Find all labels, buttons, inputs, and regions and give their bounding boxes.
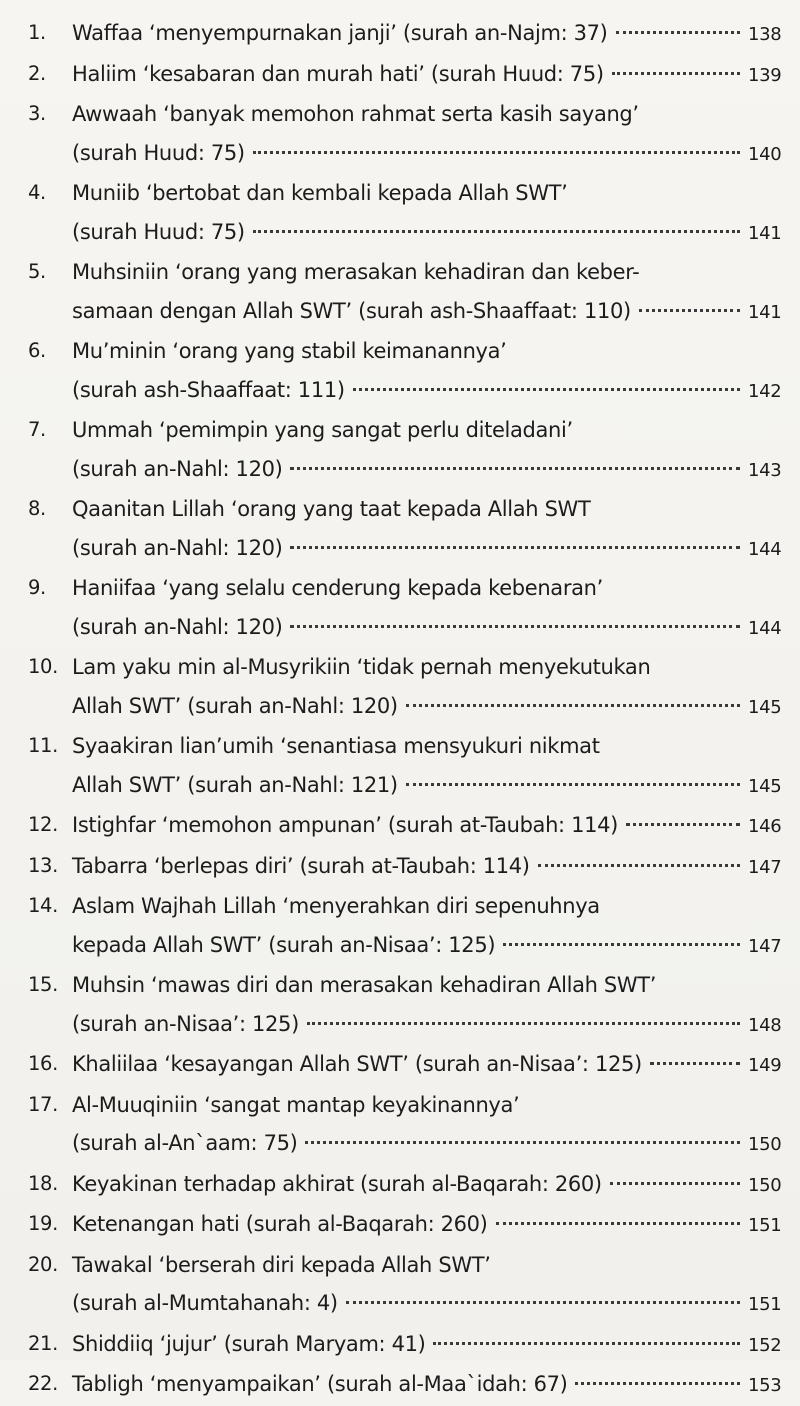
entry-title: Lam yaku min al-Musyrikiin ‘tidak pernah menyekutukan [72,655,651,679]
entry-line [72,529,782,570]
entry-number: 2. [28,61,46,85]
entry-line [72,569,778,608]
entry-number: 12. [28,813,58,836]
entry-title: Keyakinan terhadap akhirat (surah al-Baqarah: 260) [72,1171,602,1196]
toc-entry [28,1086,782,1165]
toc-entry [28,887,782,966]
page-number: 143 [748,459,782,481]
page-number: 139 [748,64,782,86]
entry-number: 21. [28,1331,58,1355]
entry-line [72,1124,782,1165]
entry-line [72,1086,778,1125]
entry-number: 1. [28,21,46,44]
toc-entry [28,174,782,253]
entry-number: 15. [28,973,58,996]
toc-entry [28,95,782,174]
dot-leader [290,625,740,628]
entry-number: 5. [28,260,46,283]
page-number: 152 [748,1334,782,1356]
dot-leader [616,31,741,34]
entry-title: Muhsin ‘mawas diri dan merasakan kehadiran Allah SWT’ [72,973,657,997]
toc-entry [28,1246,782,1325]
page-number: 146 [748,816,782,837]
dot-leader [307,1022,740,1025]
entry-title: Haliim ‘kesabaran dan murah hati’ (surah Huud: 75) [72,61,604,86]
dot-leader [353,388,740,391]
dot-leader [496,1222,740,1225]
entry-number: 9. [28,576,46,599]
dot-leader [433,1342,740,1345]
entry-line [72,1325,782,1366]
entry-title: Al-Muuqiniin ‘sangat mantap keyakinannya’ [72,1092,520,1117]
entry-line [72,55,782,96]
entry-number: 14. [28,894,58,917]
entry-line [72,95,778,134]
entry-number: 13. [28,853,58,877]
entry-number: 10. [28,655,58,678]
toc-entry [28,490,782,569]
entry-number: 11. [28,734,58,757]
toc-entry [28,966,782,1045]
entry-title: Qaanitan Lillah ‘orang yang taat kepada Allah SWT [72,497,591,521]
page-number: 145 [748,696,782,718]
toc-entry [28,411,782,490]
entry-line [72,253,778,292]
page-number: 147 [748,935,782,957]
dot-leader [253,151,740,154]
dot-leader [406,704,740,707]
page-number: 141 [748,301,782,323]
toc-entry [28,727,782,806]
entry-number: 7. [28,418,46,441]
toc-entry [28,1045,782,1086]
entry-line [72,847,782,888]
entry-title: (surah al-An`aam: 75) [72,1131,298,1155]
dot-leader [575,1382,740,1385]
dot-leader [610,1182,740,1185]
entry-title: Tawakal ‘berserah diri kepada Allah SWT’ [72,1252,491,1277]
page-number: 151 [748,1294,782,1315]
entry-line [72,887,778,926]
page-number: 138 [748,24,782,45]
entry-title: Ummah ‘pemimpin yang sangat perlu diteladani’ [72,418,573,442]
table-of-contents [28,14,782,1406]
entry-line [72,371,782,412]
entry-line [72,766,782,807]
dot-leader [503,943,740,946]
dot-leader [406,783,740,786]
entry-title: Allah SWT’ (surah an-Nahl: 120) [72,693,398,718]
entry-number: 8. [28,497,46,520]
page-number: 145 [748,775,782,797]
entry-title: (surah al-Mumtahanah: 4) [72,1291,338,1315]
entry-line [72,966,778,1005]
toc-entry [28,55,782,96]
entry-line [72,490,778,529]
entry-title: samaan dengan Allah SWT’ (surah ash-Shaaffaat: 110) [72,298,631,323]
dot-leader [650,1062,740,1065]
toc-entry [28,648,782,727]
page-number: 141 [748,222,782,244]
entry-line [72,806,782,847]
entry-line [72,727,778,766]
entry-title: Shiddiiq ‘jujur’ (surah Maryam: 41) [72,1331,426,1356]
entry-title: Syaakiran lian’umih ‘senantiasa mensyukuri nikmat [72,734,600,758]
entry-line [72,1365,782,1406]
entry-number: 4. [28,181,46,204]
toc-entry [28,1165,782,1206]
entry-number: 19. [28,1212,58,1235]
entry-line [72,1045,782,1086]
entry-line [72,332,778,371]
entry-title: Istighfar ‘memohon ampunan’ (surah at-Taubah: 114) [72,813,618,837]
page-number: 148 [748,1014,782,1036]
entry-number: 20. [28,1252,58,1276]
entry-line [72,687,782,728]
entry-title: Haniifaa ‘yang selalu cenderung kepada kebenaran’ [72,576,603,600]
toc-entry [28,569,782,648]
toc-entry [28,14,782,55]
page-number: 153 [748,1375,782,1396]
entry-line [72,174,778,213]
dot-leader [253,230,740,233]
entry-line [72,648,778,687]
entry-title: Mu’minin ‘orang yang stabil keimanannya’ [72,339,507,363]
toc-entry [28,847,782,888]
toc-entry [28,1325,782,1366]
entry-number: 17. [28,1092,58,1116]
entry-line [72,926,782,967]
entry-title: (surah ash-Shaaffaat: 111) [72,377,345,402]
entry-line [72,1205,782,1246]
entry-title: Awwaah ‘banyak memohon rahmat serta kasih sayang’ [72,102,639,126]
entry-line [72,608,782,649]
entry-line [72,213,782,254]
entry-title: (surah Huud: 75) [72,219,245,244]
entry-title: Allah SWT’ (surah an-Nahl: 121) [72,772,398,797]
entry-line [72,134,782,175]
dot-leader [626,823,740,826]
toc-entry [28,1365,782,1406]
entry-title: (surah Huud: 75) [72,140,245,165]
entry-line [72,1165,782,1206]
entry-line [72,450,782,491]
entry-title: (surah an-Nisaa’: 125) [72,1011,299,1036]
dot-leader [639,309,740,312]
dot-leader [538,864,740,867]
dot-leader [290,467,740,470]
entry-title: Ketenangan hati (surah al-Baqarah: 260) [72,1212,488,1236]
page-number: 142 [748,380,782,402]
entry-title: Muniib ‘bertobat dan kembali kepada Allah SWT’ [72,181,568,205]
entry-line [72,1005,782,1046]
entry-line [72,14,782,55]
page-number: 151 [748,1215,782,1236]
entry-title: (surah an-Nahl: 120) [72,535,283,560]
entry-title: Khaliilaa ‘kesayangan Allah SWT’ (surah an-Nisaa’: 125) [72,1052,642,1076]
page-number: 150 [748,1134,782,1155]
entry-line [72,411,778,450]
entry-title: Tabarra ‘berlepas diri’ (surah at-Taubah: 114) [72,853,530,878]
toc-entry [28,806,782,847]
dot-leader [612,72,740,75]
entry-number: 3. [28,102,46,125]
page-number: 144 [748,538,782,560]
entry-line [72,292,782,333]
page-number: 149 [748,1055,782,1076]
entry-title: kepada Allah SWT’ (surah an-Nisaa’: 125) [72,932,496,957]
page-number: 147 [748,856,782,878]
toc-entry [28,1205,782,1246]
entry-number: 22. [28,1372,58,1395]
entry-title: (surah an-Nahl: 120) [72,456,283,481]
dot-leader [290,546,740,549]
toc-entry [28,332,782,411]
dot-leader [346,1301,740,1304]
entry-title: (surah an-Nahl: 120) [72,614,283,639]
page-number: 150 [748,1174,782,1196]
entry-line [72,1284,782,1325]
entry-title: Tabligh ‘menyampaikan’ (surah al-Maa`idah: 67) [72,1372,568,1396]
entry-number: 6. [28,339,46,362]
entry-number: 16. [28,1052,58,1075]
entry-title: Waffaa ‘menyempurnakan janji’ (surah an-Najm: 37) [72,21,608,45]
page-number: 144 [748,617,782,639]
entry-number: 18. [28,1171,58,1195]
toc-entry [28,253,782,332]
entry-line [72,1246,778,1285]
entry-title: Muhsiniin ‘orang yang merasakan kehadiran dan keber- [72,260,640,284]
dot-leader [305,1141,740,1144]
entry-title: Aslam Wajhah Lillah ‘menyerahkan diri sepenuhnya [72,894,600,918]
page-number: 140 [748,143,782,165]
